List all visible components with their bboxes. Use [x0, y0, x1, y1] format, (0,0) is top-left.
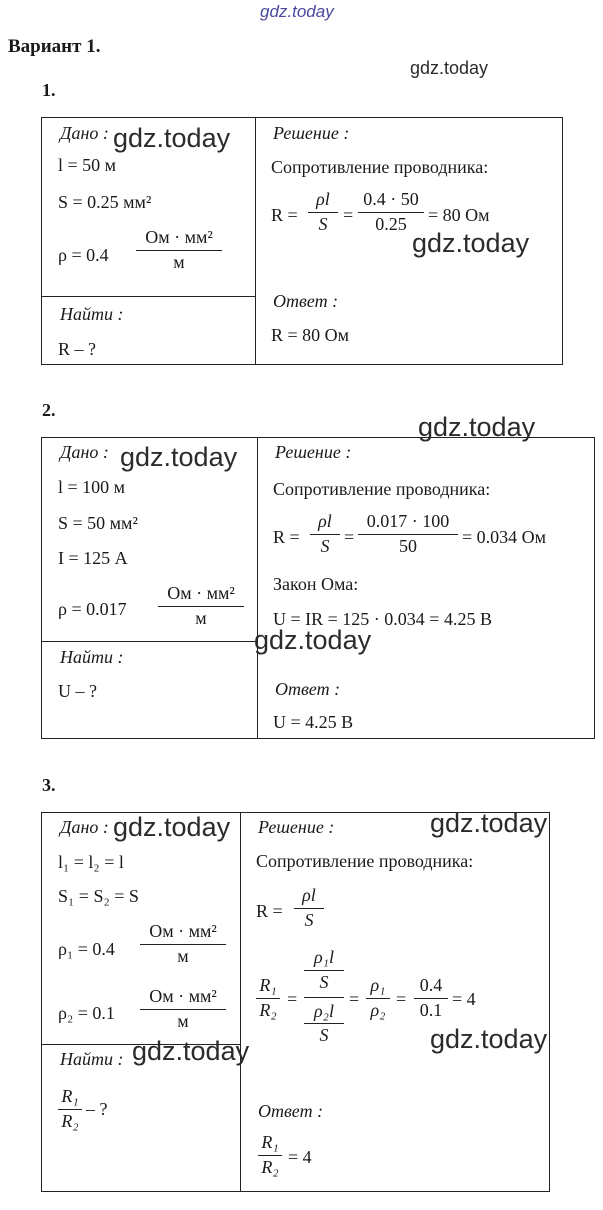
find-label: Найти : [60, 647, 124, 667]
given-label: Дано : [60, 817, 109, 837]
solution-line: Закон Ома: [273, 574, 359, 594]
watermark: gdz.today [412, 228, 530, 258]
divider [255, 117, 256, 365]
watermark: gdz.today [120, 442, 238, 472]
equals-sign: = [349, 989, 360, 1009]
watermark: gdz.today [430, 808, 548, 838]
solution-line: Сопротивление проводника: [256, 851, 474, 871]
given-line: l₁ = l₂ = l [58, 852, 124, 872]
solution-label: Решение : [275, 442, 352, 462]
given-label: Дано : [60, 442, 109, 462]
answer-label: Ответ : [275, 679, 341, 699]
rho-ratio-fraction: ρ₁ ρ₂ [366, 976, 390, 1021]
divider [240, 812, 241, 1192]
equals-sign: = [287, 989, 298, 1009]
divider [41, 296, 255, 297]
numeric-fraction: 0.017 · 100 50 [358, 512, 458, 557]
resistance-formula-fraction: ρl S [294, 886, 324, 931]
watermark: gdz.today [113, 123, 231, 153]
divider [41, 641, 257, 642]
formula-result: = 80 Ом [428, 205, 490, 225]
formula-result: = 0.034 Ом [462, 527, 547, 547]
find-label: Найти : [60, 304, 124, 324]
answer-label: Ответ : [273, 291, 339, 311]
compound-fraction: ρ₁l S ρ₂l S [304, 948, 344, 1046]
resistance-formula-fraction: ρl S [308, 190, 338, 235]
rho-unit-fraction: Ом · мм² м [158, 584, 244, 629]
given-line: ρ = 0.4 [58, 245, 109, 265]
resistance-formula-fraction: ρl S [310, 512, 340, 557]
equals-sign: = [344, 527, 355, 547]
equals-sign: = [396, 989, 407, 1009]
given-line: ρ = 0.017 [58, 599, 127, 619]
result: = 4 [452, 989, 476, 1009]
answer-value: U = 4.25 В [273, 712, 354, 732]
given-line: S = 50 мм² [58, 513, 138, 533]
formula-prefix: R = [273, 527, 300, 547]
watermark: gdz.today [410, 58, 489, 78]
solution-label: Решение : [273, 123, 350, 143]
formula-prefix: R = [271, 205, 298, 225]
rho-unit-fraction: Ом · мм² м [136, 228, 222, 273]
formula-prefix: R = [256, 901, 283, 921]
watermark: gdz.today [418, 412, 536, 442]
rho-unit-fraction: Ом · мм² м [140, 987, 226, 1032]
given-label: Дано : [60, 123, 109, 143]
answer-fraction: R₁ R₂ [258, 1133, 282, 1178]
find-fraction: R₁ R₂ [58, 1087, 82, 1132]
given-line: l = 50 м [58, 155, 117, 175]
find-suffix: – ? [86, 1099, 108, 1119]
watermark-top: gdz.today [260, 2, 334, 21]
equals-sign: = [343, 205, 354, 225]
answer-label: Ответ : [258, 1101, 324, 1121]
rho-unit-fraction: Ом · мм² м [140, 922, 226, 967]
given-line: S = 0.25 мм² [58, 192, 152, 212]
answer-suffix: = 4 [288, 1147, 312, 1167]
answer-value: R = 80 Ом [271, 325, 350, 345]
given-line: ρ₂ = 0.1 [58, 1003, 115, 1023]
solution-label: Решение : [258, 817, 335, 837]
value-fraction: 0.4 0.1 [414, 976, 448, 1021]
solution-line: Сопротивление проводника: [273, 479, 491, 499]
given-line: l = 100 м [58, 477, 126, 497]
find-value: U – ? [58, 681, 97, 701]
watermark: gdz.today [254, 625, 372, 655]
numeric-fraction: 0.4 · 50 0.25 [358, 190, 424, 235]
page-title: Вариант 1. [8, 36, 101, 57]
given-line: ρ₁ = 0.4 [58, 939, 115, 959]
watermark: gdz.today [113, 812, 231, 842]
find-label: Найти : [60, 1049, 124, 1069]
given-line: I = 125 А [58, 548, 128, 568]
solution-line: U = IR = 125 · 0.034 = 4.25 В [273, 609, 492, 629]
ratio-fraction: R₁ R₂ [256, 976, 280, 1021]
given-line: S₁ = S₂ = S [58, 886, 139, 906]
watermark: gdz.today [132, 1036, 250, 1066]
problem-3-number: 3. [42, 775, 56, 795]
problem-2-number: 2. [42, 400, 56, 420]
find-value: R – ? [58, 339, 96, 359]
problem-1-number: 1. [42, 80, 56, 100]
solution-line: Сопротивление проводника: [271, 157, 489, 177]
watermark: gdz.today [430, 1024, 548, 1054]
divider [257, 437, 258, 739]
